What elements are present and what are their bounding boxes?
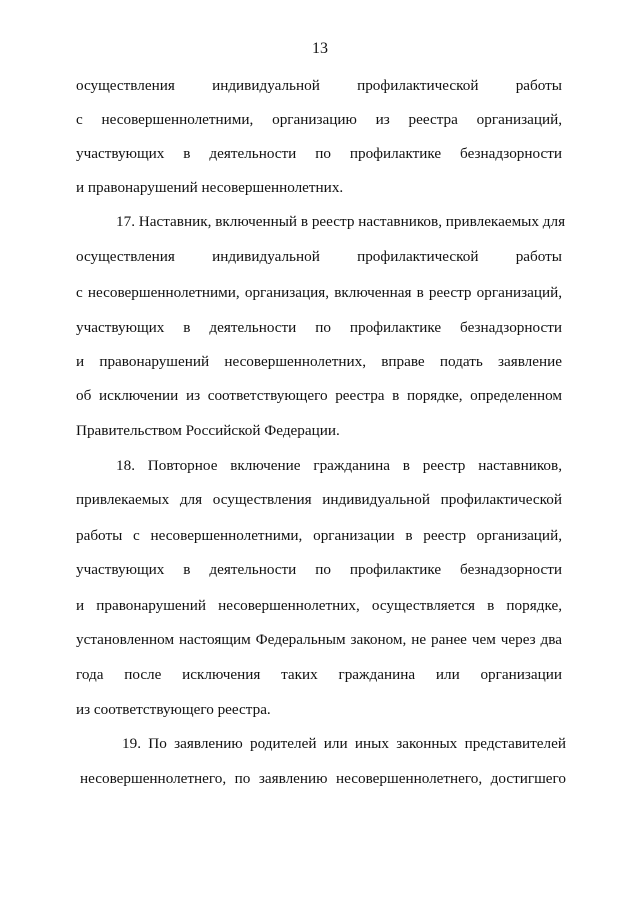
text-line: и правонарушений несовершеннолетних, вправе подать заявление: [76, 353, 562, 370]
text-line: года после исключения таких гражданина или организации: [76, 666, 562, 683]
page-number: 13: [312, 40, 328, 57]
text-line: установленном настоящим Федеральным законом, не ранее чем через два: [76, 631, 562, 648]
text-line: несовершеннолетнего, по заявлению несовершеннолетнего, достигшего: [80, 770, 566, 787]
text-line: участвующих в деятельности по профилактике безнадзорности: [76, 145, 562, 162]
text-line: участвующих в деятельности по профилактике безнадзорности: [76, 561, 562, 578]
paragraph-19-first-line: 19. По заявлению родителей или иных законных представителей: [122, 735, 566, 752]
text-line: осуществления индивидуальной профилактической работы: [76, 248, 562, 265]
text-line: об исключении из соответствующего реестра в порядке, определенном: [76, 387, 562, 404]
text-line: из соответствующего реестра.: [76, 701, 271, 718]
paragraph-18-first-line: 18. Повторное включение гражданина в реестр наставников,: [116, 457, 562, 474]
text-line: и правонарушений несовершеннолетних.: [76, 179, 344, 196]
paragraph-17-first-line: 17. Наставник, включенный в реестр наставников, привлекаемых для: [116, 213, 566, 230]
text-line: работы с несовершеннолетними, организации в реестр организаций,: [76, 527, 562, 544]
text-line: и правонарушений несовершеннолетних, осуществляется в порядке,: [76, 597, 562, 614]
text-line: с несовершеннолетними, организация, включенная в реестр организаций,: [76, 284, 562, 301]
text-line: привлекаемых для осуществления индивидуальной профилактической: [76, 491, 562, 508]
text-line: Правительством Российской Федерации.: [76, 422, 340, 439]
text-line: участвующих в деятельности по профилактике безнадзорности: [76, 319, 562, 336]
text-line: осуществления индивидуальной профилактической работы: [76, 77, 562, 94]
text-line: с несовершеннолетними, организацию из реестра организаций,: [76, 111, 562, 128]
